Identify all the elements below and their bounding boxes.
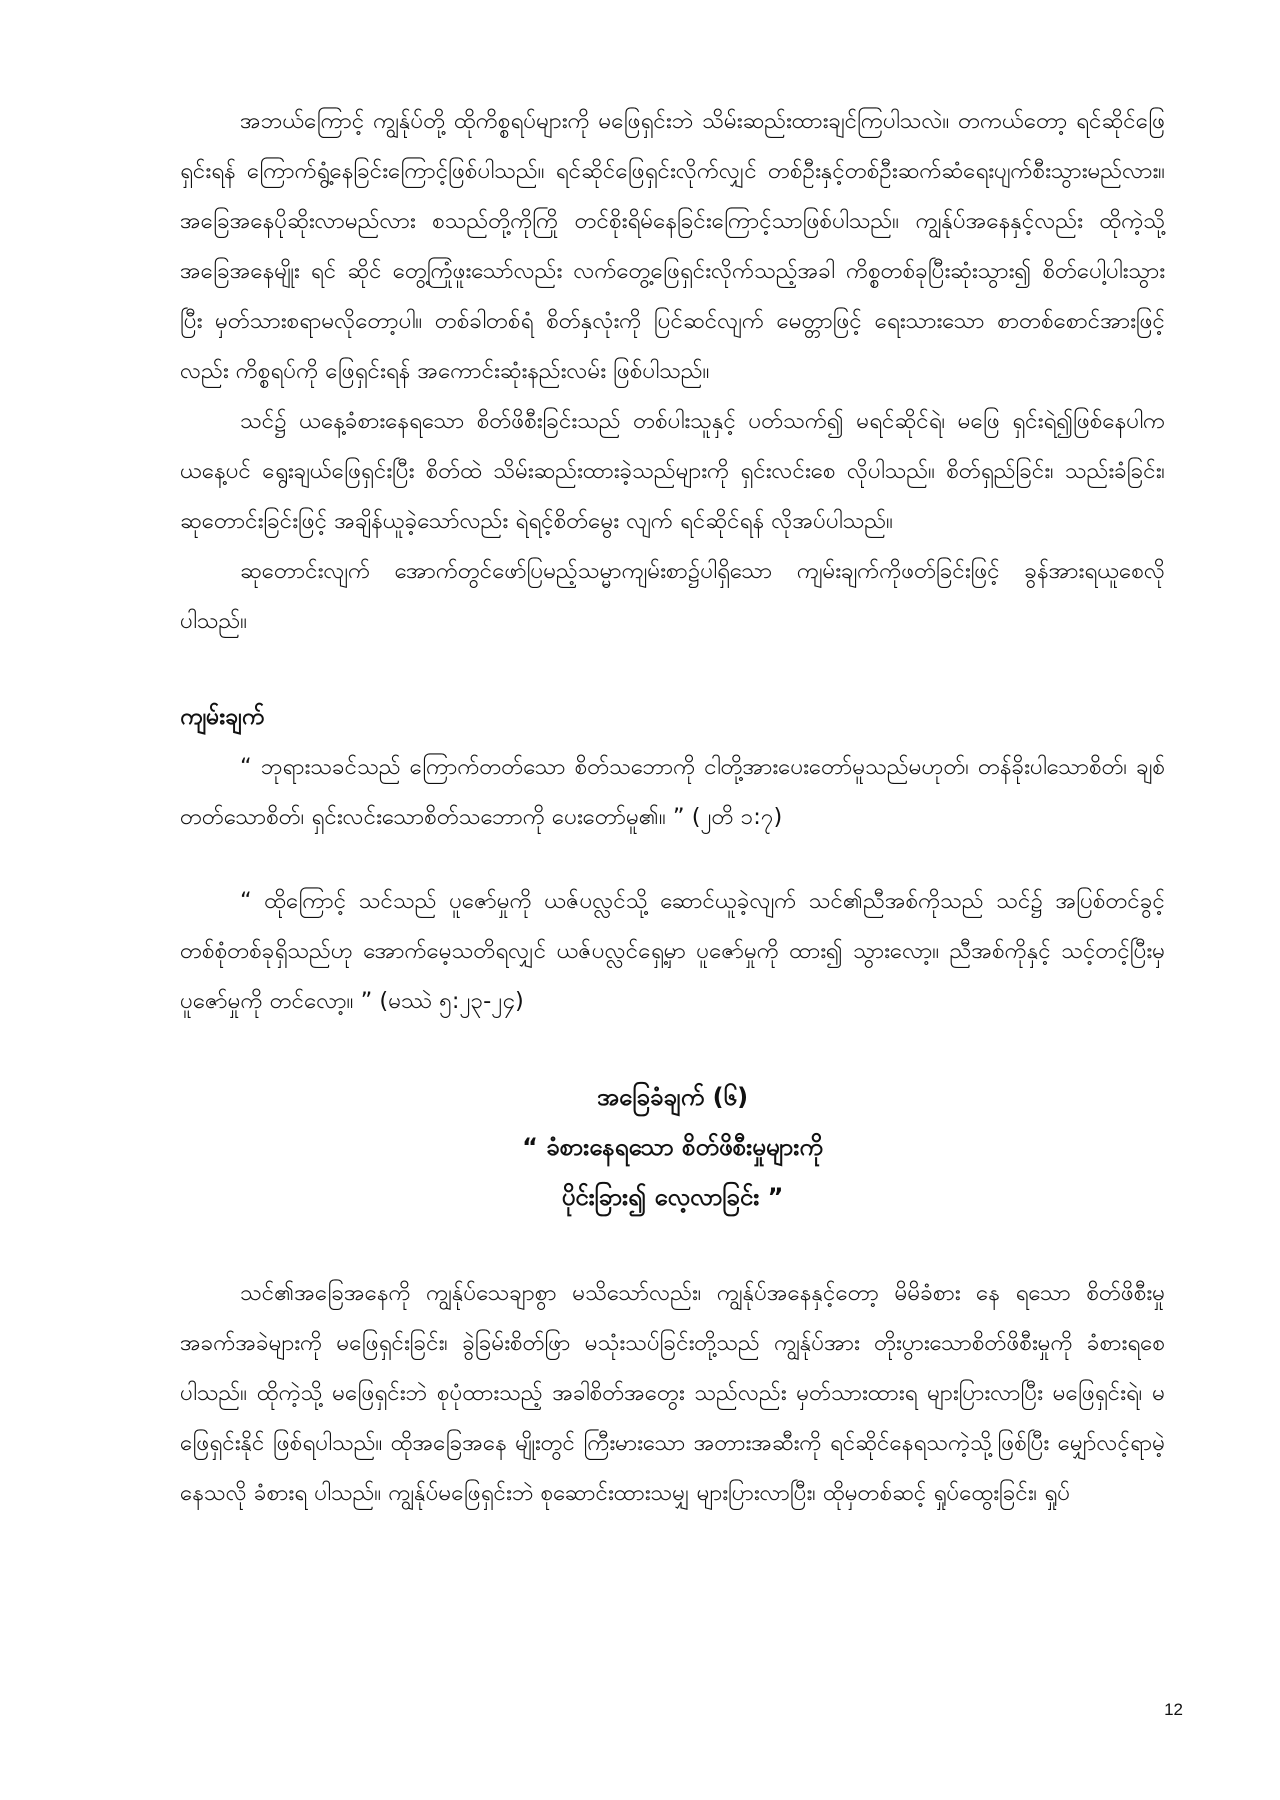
body-paragraph-2: သင်၌ ယနေ့ခံစားနေရသော စိတ်ဖိစီးခြင်းသည် တစ်ပါးသူနှင့် ပတ်သက်၍ မရင်ဆိုင်ရဲ၊ မဖြေ ရှင်းရဲ၍ဖြစ်နေပါက ယနေ့ပင် ရွေးချယ်ဖြေရှင်းပြီး စိတ်ထဲ သိမ်းဆည်းထားခဲ့သည်များကို ရှင်းလင်းစေ လိုပါသည်။ စိတ်ရှည်ခြင်း၊ သည်းခံခြင်း၊ ဆုတောင်းခြင်းဖြင့် အချိန်ယူခဲ့သော်လည်း ရဲရင့်စိတ်မွေး လျက် ရင်ဆိုင်ရန် လိုအပ်ပါသည်။ xyxy=(180,408,1165,534)
body-paragraph-1: အဘယ်ကြောင့် ကျွန်ုပ်တို့ ထိုကိစ္စရပ်များကို မဖြေရှင်းဘဲ သိမ်းဆည်းထားချင်ကြပါသလဲ။ တကယ်တော့ ရင်ဆိုင်ဖြေရှင်းရန် ကြောက်ရွံ့နေခြင်းကြောင့်ဖြစ်ပါသည်။ ရင်ဆိုင်ဖြေရှင်းလိုက်လျှင် တစ်ဦးနှင့်တစ်ဦးဆက်ဆံရေးပျက်စီးသွားမည်လား။ အခြေအနေပိုဆိုးလာမည်လား စသည်တို့ကိုကြို တင်စိုးရိမ်နေခြင်းကြောင့်သာဖြစ်ပါသည်။ ကျွန်ုပ်အနေနှင့်လည်း ထိုကဲ့သို့အခြေအနေမျိုး ရင် ဆိုင် တွေ့ကြုံဖူးသော်လည်း လက်တွေ့ဖြေရှင်းလိုက်သည့်အခါ ကိစ္စတစ်ခုပြီးဆုံးသွား၍ စိတ်ပေါ့ပါးသွား ပြီး မှတ်သားစရာမလိုတော့ပါ။ တစ်ခါတစ်ရံ စိတ်နှလုံးကို ပြင်ဆင်လျက် မေတ္တာဖြင့် ရေးသားသော စာတစ်စောင်အားဖြင့်လည်း ကိစ္စရပ်ကို ဖြေရှင်းရန် အကောင်းဆုံးနည်းလမ်း ဖြစ်ပါသည်။ xyxy=(180,108,1165,384)
page-number: 12 xyxy=(1164,1700,1183,1719)
body-paragraph-4: သင်၏အခြေအနေကို ကျွန်ုပ်သေချာစွာ မသိသော်လည်း၊ ကျွန်ုပ်အနေနှင့်တော့ မိမိခံစား နေ ရသော စိတ်ဖိစီးမှုအခက်အခဲများကို မဖြေရှင်းခြင်း၊ ခွဲခြမ်းစိတ်ဖြာ မသုံးသပ်ခြင်းတို့သည် ကျွန်ုပ်အား တိုးပွားသောစိတ်ဖိစီးမှုကို ခံစားရစေပါသည်။ ထိုကဲ့သို့ မဖြေရှင်းဘဲ စုပုံထားသည့် အခါစိတ်အတွေး သည်လည်း မှတ်သားထားရ များပြားလာပြီး မဖြေရှင်းရဲ၊ မဖြေရှင်းနိုင် ဖြစ်ရပါသည်။ ထိုအခြေအနေ မျိုးတွင် ကြီးမားသော အတားအဆီးကို ရင်ဆိုင်နေရသကဲ့သို့ဖြစ်ပြီး မျှော်လင့်ရာမဲ့ နေသလို ခံစားရ ပါသည်။ ကျွန်ုပ်မဖြေရှင်းဘဲ စုဆောင်းထားသမျှ များပြားလာပြီး၊ ထိုမှတစ်ဆင့် ရှုပ်ထွေးခြင်း၊ ရှုပ် xyxy=(180,1280,1165,1506)
spacer xyxy=(180,646,1165,692)
chapter-label: အခြေခံချက် (၆) xyxy=(596,1083,749,1111)
body-paragraph-3: ဆုတောင်းလျက် အောက်တွင်ဖော်ပြမည့်သမ္မာကျမ်းစာ၌ပါရှိသော ကျမ်းချက်ကိုဖတ်ခြင်းဖြင့် ခွန်အားရယူစေလိုပါသည်။ xyxy=(180,558,1165,634)
spacer xyxy=(180,1222,1165,1268)
scripture-quote-2: “ ထိုကြောင့် သင်သည် ပူဇော်မှုကို ယဇ်ပလ္လင်သို့ ဆောင်ယူခဲ့လျက် သင်၏ညီအစ်ကိုသည် သင်၌ အပြစ်တင်ခွင့် တစ်စုံတစ်ခုရှိသည်ဟု အောက်မေ့သတိရလျှင် ယဇ်ပလ္လင်ရှေ့မှာ ပူဇော်မှုကို ထား၍ သွားလော့။ ညီအစ်ကိုနှင့် သင့်တင့်ပြီးမှ ပူဇော်မှုကို တင်လော့။ ” (မဿဲ ၅:၂၃-၂၄) xyxy=(180,888,1165,1014)
scripture-heading: ကျမ်းချက် xyxy=(180,704,265,730)
spacer xyxy=(180,842,1165,876)
chapter-title-line-1: “ ခံစားနေရသော စိတ်ဖိစီးမှုများကို xyxy=(522,1133,823,1161)
spacer xyxy=(180,1026,1165,1072)
chapter-title-line-2: ပိုင်းခြား၍ လေ့လာခြင်း ” xyxy=(561,1183,784,1211)
page-content xyxy=(180,96,1165,1518)
scripture-quote-1: “ ဘုရားသခင်သည် ကြောက်တတ်သော စိတ်သဘောကို ငါတို့အားပေးတော်မူသည်မဟုတ်၊ တန်ခိုးပါသောစိတ်၊ ချစ်တတ်သောစိတ်၊ ရှင်းလင်းသောစိတ်သဘောကို ပေးတော်မူ၏။ ” (၂တိ ၁:၇) xyxy=(180,754,1165,830)
